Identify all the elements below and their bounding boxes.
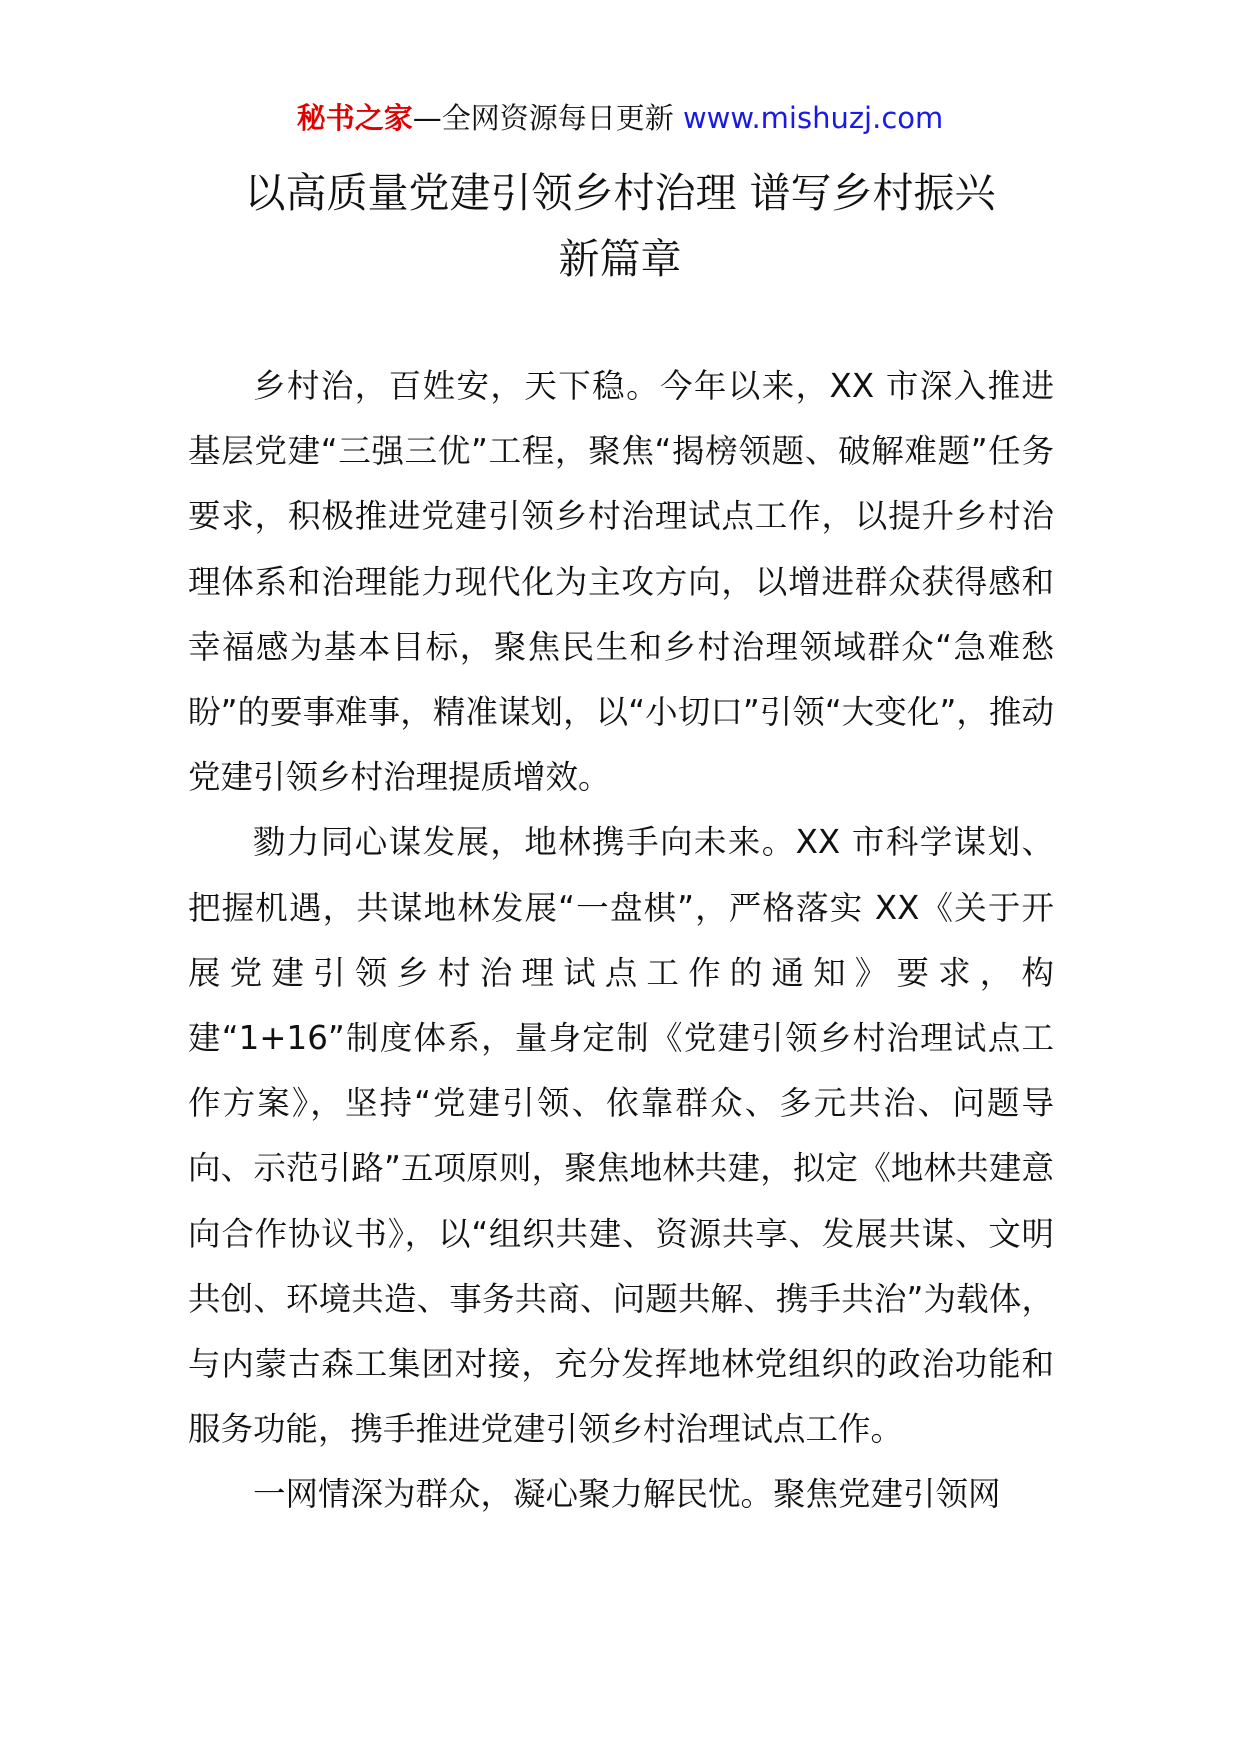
site-header <box>0 98 1240 138</box>
document-body <box>188 354 1054 1528</box>
site-url[interactable]: www.mishuzj.com <box>682 101 944 135</box>
paragraph: 一网情深为群众，凝心聚力解民忧。聚焦党建引领网 <box>253 1475 1001 1514</box>
document-title <box>150 160 1090 292</box>
title-line-1: 以高质量党建引领乡村治理 谱写乡村振兴 <box>244 169 996 217</box>
brand-name: 秘书之家 <box>296 101 413 135</box>
paragraph: 勠力同心谋发展，地林携手向未来。XX 市科学谋划、把握机遇，共谋地林发展“一盘棋”，严格落实 XX《关于开展党建引领乡村治理试点工作的通知》要求，构建“1+16”制度体系，量身定制《党建引领乡村治理试点工作方案》，坚持“党建引领、依靠群众、多元共治、问题导向、示范引路”五项原则，聚焦地林共建，拟定《地林共建意向合作协议书》，以“组织共建、资源共享、发展共谋、文明共创、环境共造、事务共商、问题共解、携手共治”为载体，与内蒙古森工集团对接，充分发挥地林党组织的政治功能和服务功能，携手推进党建引领乡村治理试点工作。 <box>188 823 1054 1449</box>
title-line-2: 新篇章 <box>558 235 682 283</box>
header-tagline: —全网资源每日更新 <box>412 101 674 135</box>
paragraph: 乡村治，百姓安，天下稳。今年以来，XX 市深入推进基层党建“三强三优”工程，聚焦“揭榜领题、破解难题”任务要求，积极推进党建引领乡村治理试点工作，以提升乡村治理体系和治理能力现代化为主攻方向，以增进群众获得感和幸福感为基本目标，聚焦民生和乡村治理领域群众“急难愁盼”的要事难事，精准谋划，以“小切口”引领“大变化”，推动党建引领乡村治理提质增效。 <box>188 367 1054 797</box>
